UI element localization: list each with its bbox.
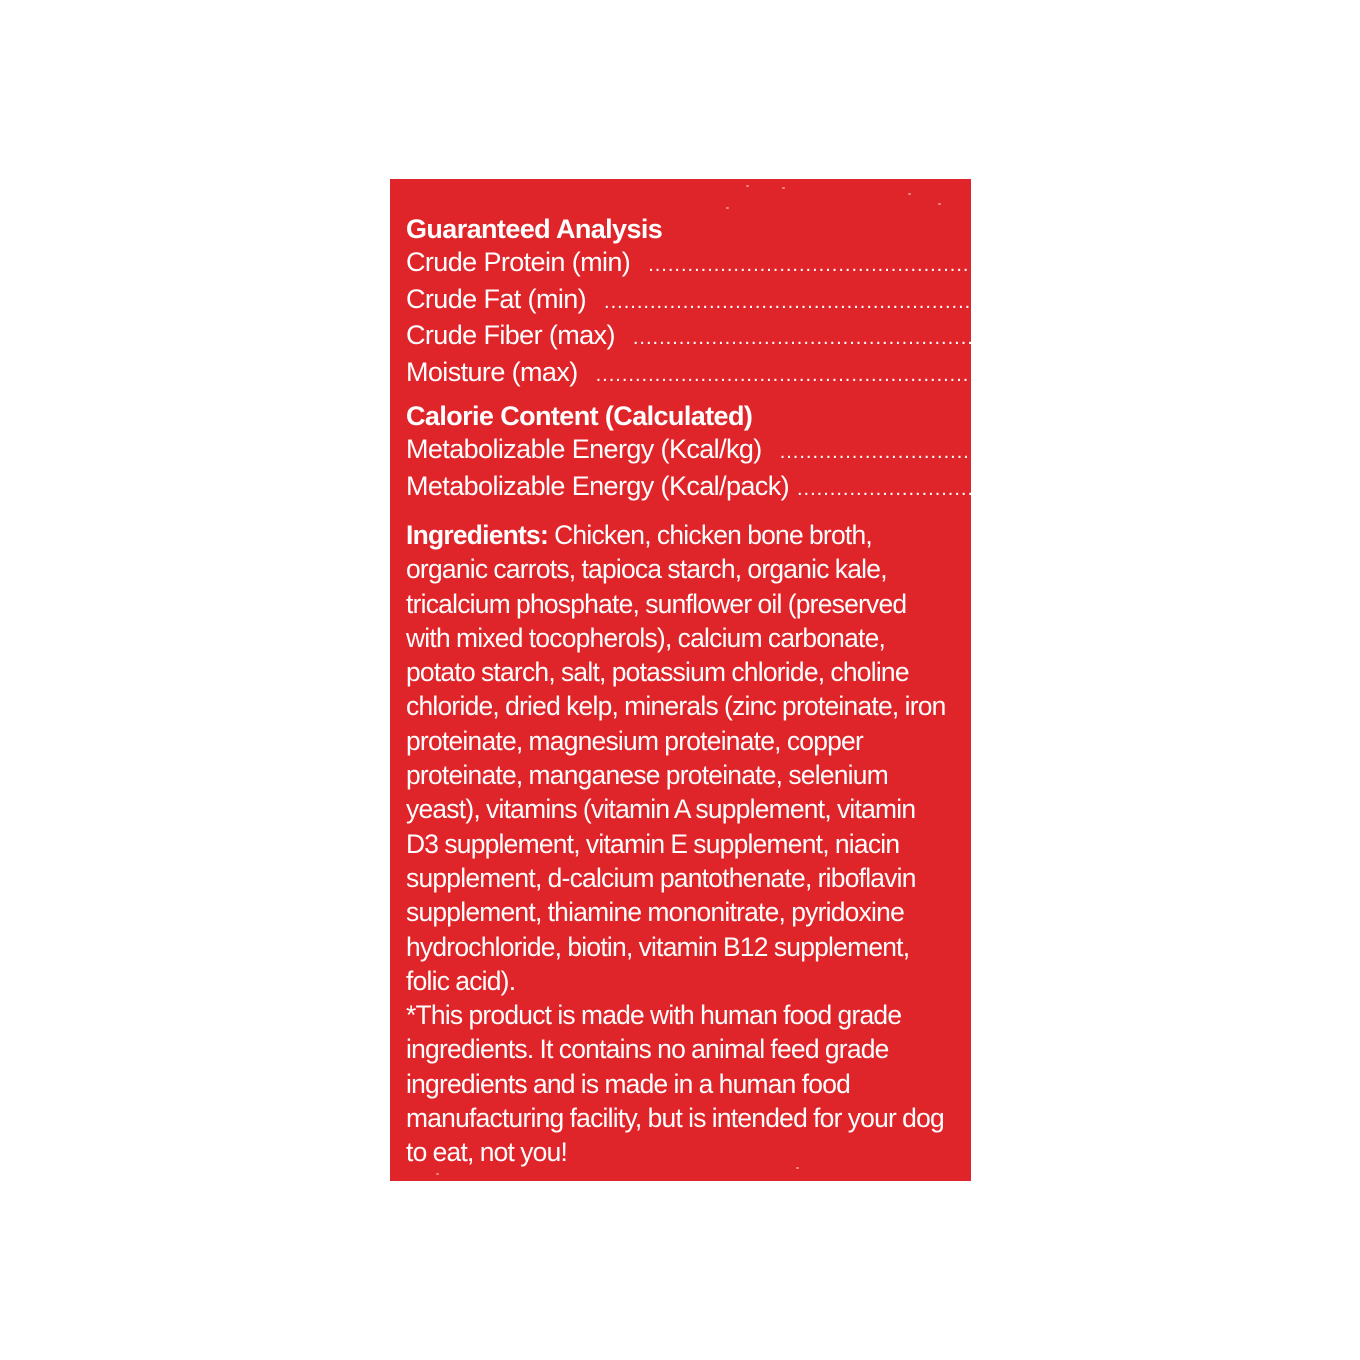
analysis-row-name: Crude Fat (min) bbox=[406, 283, 587, 314]
texture-speck bbox=[436, 1173, 439, 1175]
analysis-row-value: 1.50% bbox=[1110, 320, 1185, 350]
analysis-row-value: 82.0% bbox=[1073, 356, 1148, 387]
analysis-row-name: Moisture (max) bbox=[406, 356, 578, 387]
dot-leader: ........................................................................ bbox=[632, 327, 1105, 349]
nutrition-label-panel bbox=[390, 179, 1319, 1181]
calorie-content-title: Calorie Content (Calculated) bbox=[406, 401, 753, 431]
ingredients-label: Ingredients: bbox=[406, 520, 549, 550]
texture-speck bbox=[796, 1167, 799, 1169]
calorie-row-name: Metabolizable Energy (Kcal/kg) bbox=[406, 434, 762, 464]
ingredients-paragraph bbox=[406, 518, 953, 998]
texture-speck bbox=[746, 185, 749, 187]
human-grade-footnote: *This product is made with human food grade ingredients. It contains no animal feed grade ingredients and is made in a human food manufacturing facility, but is intended for your dog to eat, not you! bbox=[406, 1000, 944, 1168]
analysis-row-crude-fiber bbox=[406, 319, 1185, 356]
analysis-row-value: 9.00% bbox=[1126, 247, 1200, 277]
dot-leader: ........................................................................ bbox=[595, 363, 1068, 386]
texture-speck bbox=[938, 203, 941, 205]
texture-speck bbox=[782, 187, 785, 189]
dot-leader: ........................................................................ bbox=[604, 290, 1077, 313]
analysis-row-moisture bbox=[406, 356, 1148, 393]
analysis-row-name: Crude Protein (min) bbox=[406, 247, 631, 277]
calorie-row-value: 783 bbox=[1257, 434, 1302, 464]
ingredients-text: Chicken, chicken bone broth, organic carrots, tapioca starch, organic kale, tricalcium phosphate, sunflower oil (preserved with mixed tocopherols), calcium carbonate, potato starch, salt, potassium chloride, choline chloride, dried kelp, minerals (zinc proteinate, iron proteinate, magnesium proteinate, copper proteinate, manganese proteinate, selenium yeast), vitamins (vitamin A supplement, vitamin D3 supplement, vitamin E supplement, niacin supplement, d-calcium pantothenate, riboflavin supplement, thiamine mononitrate, pyridoxine hydrochloride, biotin, vitamin B12 supplement, folic acid). bbox=[406, 520, 946, 996]
analysis-row-value: 2.00% bbox=[1082, 283, 1156, 314]
calorie-content-section bbox=[406, 400, 1319, 506]
calorie-row-value: 243 bbox=[1275, 470, 1319, 501]
guaranteed-analysis-title: Guaranteed Analysis bbox=[406, 214, 663, 244]
dot-leader: ........................................................................ bbox=[779, 441, 1252, 463]
dot-leader: ........................................................................ bbox=[648, 254, 1121, 276]
calorie-row-per-kg bbox=[406, 433, 1302, 470]
dot-leader: ........................................................................ bbox=[797, 477, 1270, 500]
calorie-row-per-pack bbox=[406, 470, 1319, 507]
texture-speck bbox=[726, 207, 729, 209]
guaranteed-analysis-section bbox=[406, 213, 1200, 392]
texture-speck bbox=[908, 193, 911, 195]
analysis-row-crude-fat bbox=[406, 283, 1156, 320]
analysis-row-crude-protein bbox=[406, 246, 1200, 283]
analysis-row-name: Crude Fiber (max) bbox=[406, 320, 615, 350]
calorie-row-name: Metabolizable Energy (Kcal/pack) bbox=[406, 470, 789, 501]
